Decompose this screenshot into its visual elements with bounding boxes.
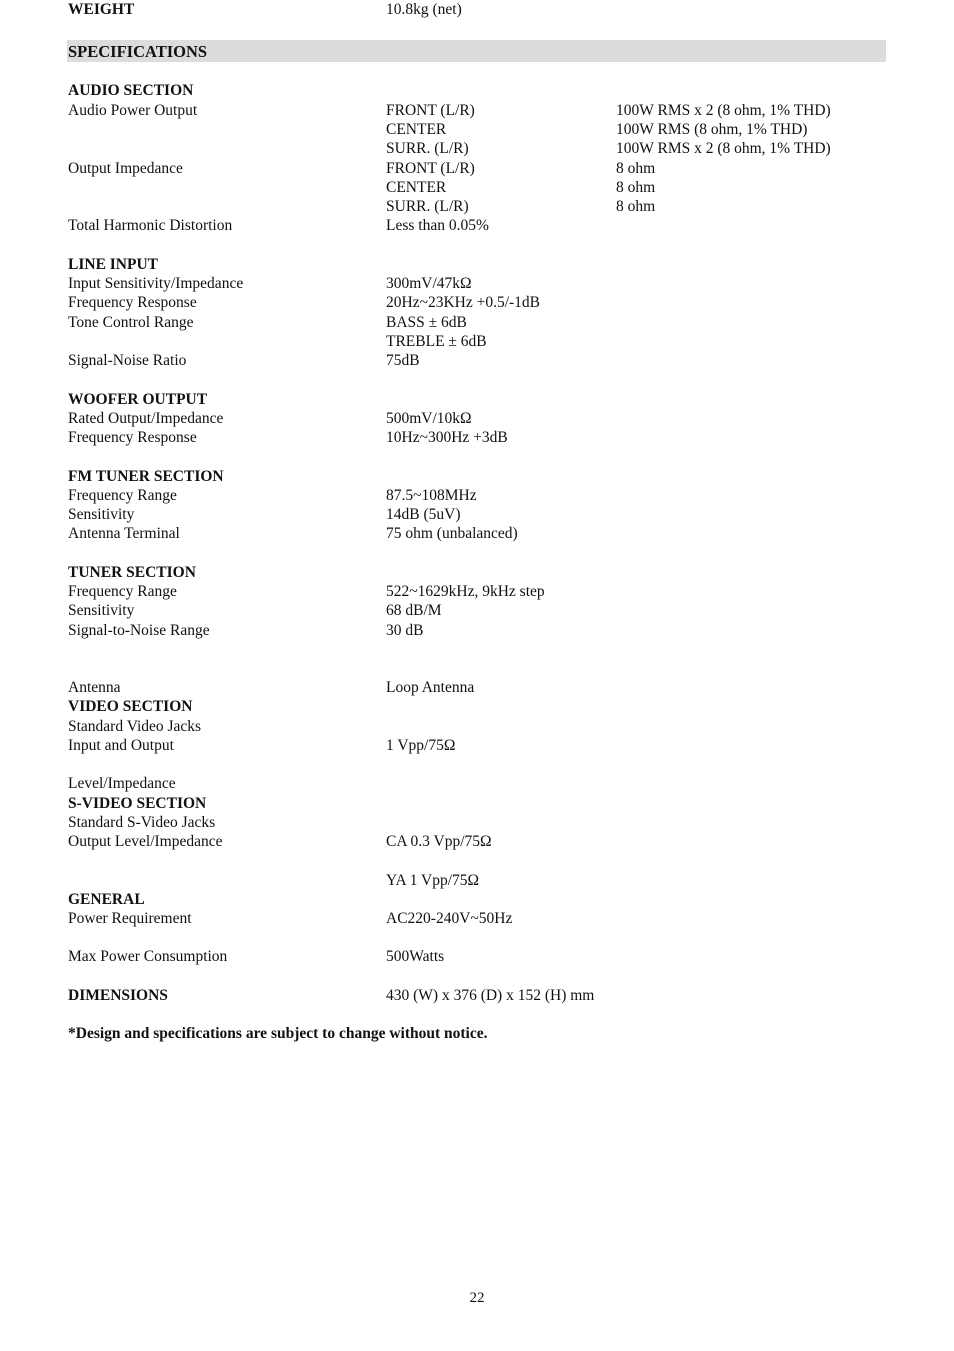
spec-label: Antenna bbox=[68, 679, 121, 696]
spec-label: Level/Impedance bbox=[68, 775, 176, 792]
spec-label: Input Sensitivity/Impedance bbox=[68, 275, 244, 292]
spec-row bbox=[0, 0, 954, 19]
spec-row bbox=[0, 621, 954, 640]
section-heading: DIMENSIONS bbox=[68, 987, 168, 1004]
spec-row bbox=[0, 986, 954, 1005]
spec-row bbox=[0, 293, 954, 312]
spec-label: Audio Power Output bbox=[68, 102, 198, 119]
specifications-header-bar bbox=[67, 40, 886, 62]
spec-row bbox=[0, 601, 954, 620]
spec-row bbox=[0, 409, 954, 428]
spec-label: Frequency Response bbox=[68, 429, 197, 446]
spec-row bbox=[0, 717, 954, 736]
spec-row bbox=[0, 159, 954, 178]
spec-value: 500Watts bbox=[386, 948, 445, 965]
section-heading-row bbox=[0, 794, 954, 813]
spec-value: 10.8kg (net) bbox=[386, 1, 462, 18]
disclaimer-note: *Design and specifications are subject to change without notice. bbox=[68, 1025, 488, 1042]
spec-row bbox=[0, 197, 954, 216]
spec-row bbox=[0, 524, 954, 543]
spec-detail: 100W RMS (8 ohm, 1% THD) bbox=[616, 121, 808, 138]
spec-value: BASS ± 6dB bbox=[386, 314, 467, 331]
spec-value: SURR. (L/R) bbox=[386, 198, 469, 215]
spec-row bbox=[0, 351, 954, 370]
section-heading: AUDIO SECTION bbox=[68, 82, 194, 99]
spec-row bbox=[0, 178, 954, 197]
spec-row bbox=[0, 505, 954, 524]
spec-row bbox=[0, 582, 954, 601]
spec-label: Power Requirement bbox=[68, 910, 192, 927]
spec-value: Less than 0.05% bbox=[386, 217, 489, 234]
section-heading: WEIGHT bbox=[68, 1, 135, 18]
spec-row bbox=[0, 947, 954, 966]
spec-value: CENTER bbox=[386, 121, 447, 138]
spec-detail: 8 ohm bbox=[616, 198, 656, 215]
section-heading: VIDEO SECTION bbox=[68, 698, 193, 715]
spec-label: Signal-to-Noise Range bbox=[68, 622, 210, 639]
spec-label: Signal-Noise Ratio bbox=[68, 352, 187, 369]
spec-label: Standard Video Jacks bbox=[68, 718, 202, 735]
spec-label: Frequency Range bbox=[68, 487, 177, 504]
section-heading-row bbox=[0, 390, 954, 409]
page-title: SPECIFICATIONS bbox=[68, 42, 208, 61]
spec-value: 87.5~108MHz bbox=[386, 487, 477, 504]
spec-label: Frequency Range bbox=[68, 583, 177, 600]
section-heading-row bbox=[0, 81, 954, 100]
spec-row bbox=[0, 736, 954, 755]
spec-row bbox=[0, 678, 954, 697]
spec-row bbox=[0, 909, 954, 928]
spec-label: Tone Control Range bbox=[68, 314, 194, 331]
section-heading: LINE INPUT bbox=[68, 256, 159, 273]
spec-value: TREBLE ± 6dB bbox=[386, 333, 487, 350]
spec-row bbox=[0, 832, 954, 851]
section-heading: GENERAL bbox=[68, 891, 145, 908]
spec-detail: 100W RMS x 2 (8 ohm, 1% THD) bbox=[616, 102, 831, 119]
spec-value: 1 Vpp/75Ω bbox=[386, 737, 456, 754]
spec-value: 522~1629kHz, 9kHz step bbox=[386, 583, 545, 600]
spec-value: 14dB (5uV) bbox=[386, 506, 461, 523]
spec-detail: 8 ohm bbox=[616, 179, 656, 196]
section-heading: TUNER SECTION bbox=[68, 564, 196, 581]
spec-value: SURR. (L/R) bbox=[386, 140, 469, 157]
spec-row bbox=[0, 871, 954, 890]
spec-row bbox=[0, 428, 954, 447]
spec-detail: 8 ohm bbox=[616, 160, 656, 177]
spec-value: 430 (W) x 376 (D) x 152 (H) mm bbox=[386, 987, 595, 1004]
section-heading: WOOFER OUTPUT bbox=[68, 391, 208, 408]
spec-label: Frequency Response bbox=[68, 294, 197, 311]
spec-label: Sensitivity bbox=[68, 506, 135, 523]
spec-row bbox=[0, 120, 954, 139]
spec-row bbox=[0, 813, 954, 832]
section-heading-row bbox=[0, 255, 954, 274]
spec-label: Input and Output bbox=[68, 737, 174, 754]
spec-value: CENTER bbox=[386, 179, 447, 196]
spec-value: 20Hz~23KHz +0.5/-1dB bbox=[386, 294, 541, 311]
spec-value: 75 ohm (unbalanced) bbox=[386, 525, 518, 542]
section-heading-row bbox=[0, 563, 954, 582]
spec-value: 10Hz~300Hz +3dB bbox=[386, 429, 508, 446]
spec-value: 30 dB bbox=[386, 622, 424, 639]
section-heading-row bbox=[0, 890, 954, 909]
spec-value: FRONT (L/R) bbox=[386, 160, 475, 177]
spec-value: AC220-240V~50Hz bbox=[386, 910, 513, 927]
spec-row bbox=[0, 486, 954, 505]
spec-detail: 100W RMS x 2 (8 ohm, 1% THD) bbox=[616, 140, 831, 157]
spec-row bbox=[0, 313, 954, 332]
spec-label: Antenna Terminal bbox=[68, 525, 180, 542]
spec-row bbox=[0, 101, 954, 120]
spec-row bbox=[0, 274, 954, 293]
spec-label: Rated Output/Impedance bbox=[68, 410, 224, 427]
spec-label: Output Level/Impedance bbox=[68, 833, 223, 850]
spec-label: Output Impedance bbox=[68, 160, 183, 177]
spec-value: 75dB bbox=[386, 352, 420, 369]
spec-value: FRONT (L/R) bbox=[386, 102, 475, 119]
page-number: 22 bbox=[469, 1290, 485, 1306]
spec-value: YA 1 Vpp/75Ω bbox=[386, 872, 480, 889]
section-heading-row bbox=[0, 467, 954, 486]
section-heading-row bbox=[0, 697, 954, 716]
section-heading: S-VIDEO SECTION bbox=[68, 795, 207, 812]
spec-row bbox=[0, 774, 954, 793]
spec-label: Standard S-Video Jacks bbox=[68, 814, 216, 831]
spec-value: 300mV/47kΩ bbox=[386, 275, 472, 292]
section-heading: FM TUNER SECTION bbox=[68, 468, 224, 485]
spec-row bbox=[0, 216, 954, 235]
spec-value: Loop Antenna bbox=[386, 679, 475, 696]
spec-row bbox=[0, 139, 954, 158]
spec-label: Sensitivity bbox=[68, 602, 135, 619]
spec-value: 500mV/10kΩ bbox=[386, 410, 472, 427]
spec-label: Max Power Consumption bbox=[68, 948, 228, 965]
spec-value: 68 dB/M bbox=[386, 602, 442, 619]
spec-value: CA 0.3 Vpp/75Ω bbox=[386, 833, 492, 850]
spec-row bbox=[0, 332, 954, 351]
spec-label: Total Harmonic Distortion bbox=[68, 217, 233, 234]
